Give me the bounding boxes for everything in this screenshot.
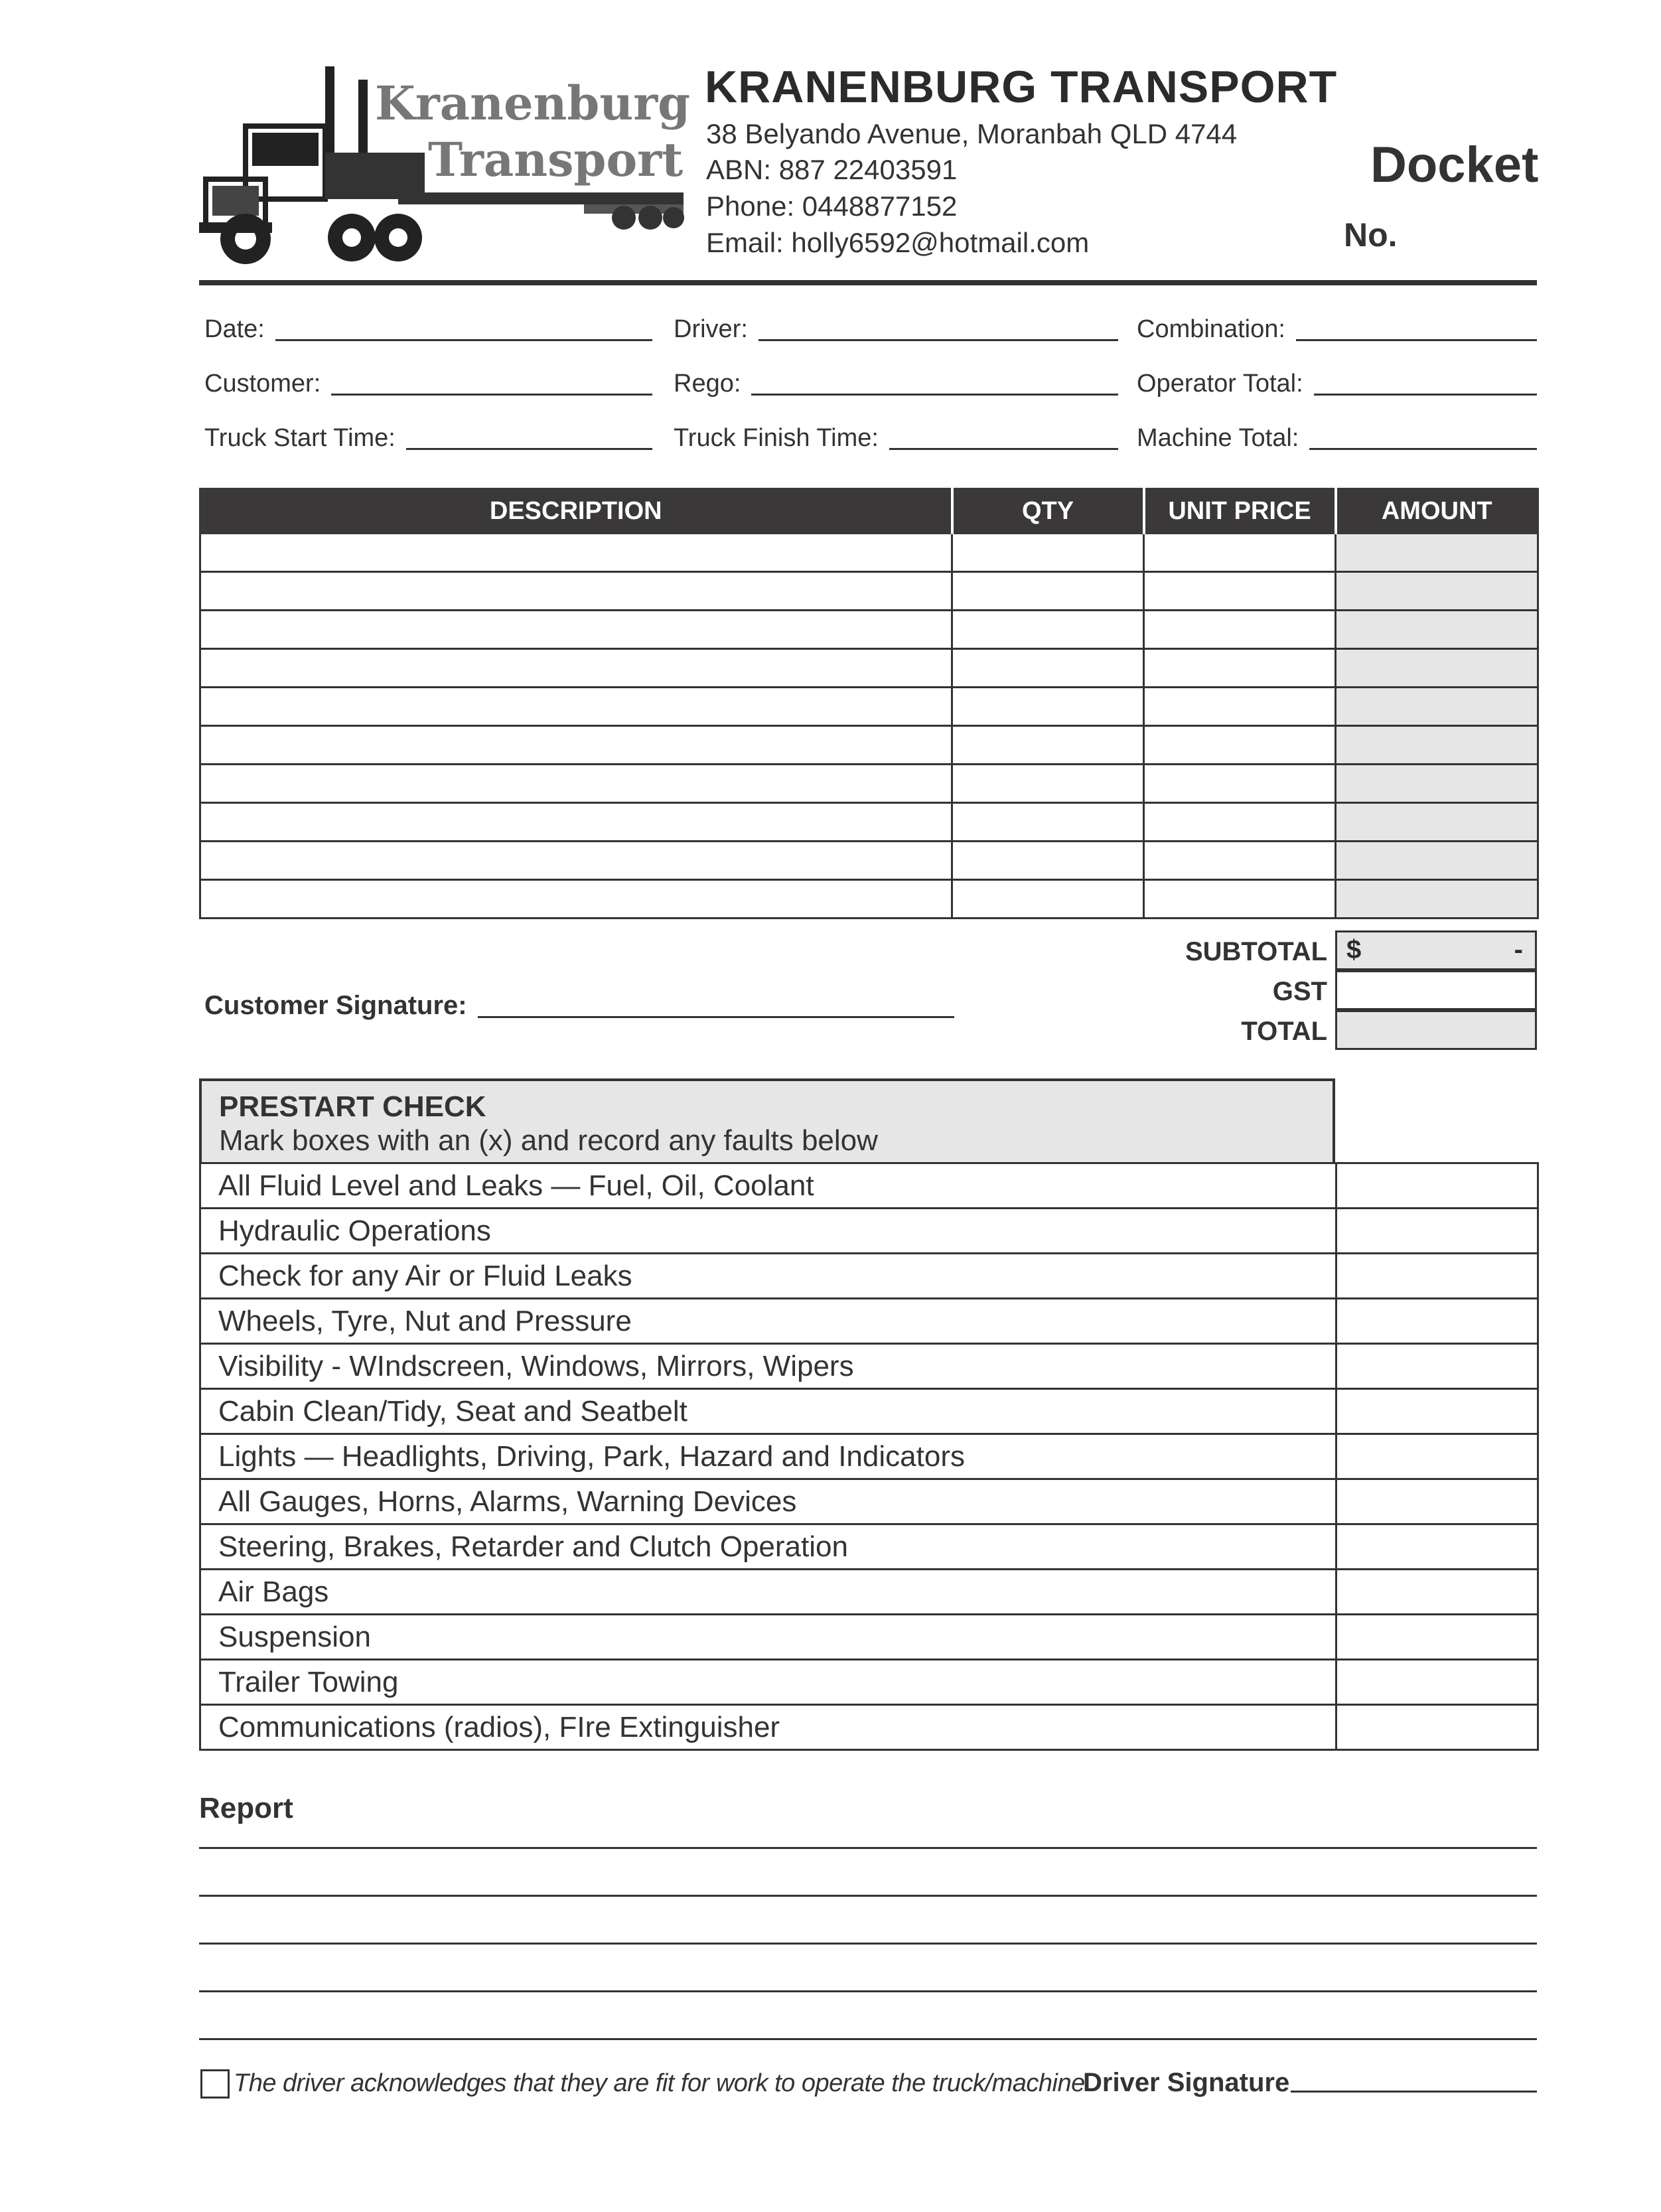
prestart-item-label: Trailer Towing xyxy=(200,1660,1336,1705)
machine-total-label: Machine Total: xyxy=(1137,424,1299,452)
cell-unit-price[interactable] xyxy=(1144,880,1336,919)
items-table xyxy=(199,488,1539,919)
prestart-row xyxy=(200,1163,1538,1209)
cell-amount[interactable] xyxy=(1336,611,1538,649)
customer-field[interactable] xyxy=(204,365,652,398)
cell-qty[interactable] xyxy=(952,842,1144,880)
cell-qty[interactable] xyxy=(952,572,1144,611)
machine-total-field[interactable] xyxy=(1137,419,1537,453)
report-line[interactable] xyxy=(199,1895,1537,1897)
cell-unit-price[interactable] xyxy=(1144,611,1336,649)
date-label: Date: xyxy=(204,315,265,343)
customer-label: Customer: xyxy=(204,370,321,398)
company-address: 38 Belyando Avenue, Moranbah QLD 4744 xyxy=(706,118,1238,149)
prestart-item-label: Lights — Headlights, Driving, Park, Hazard and Indicators xyxy=(200,1434,1336,1479)
rego-field[interactable] xyxy=(674,365,1118,398)
company-abn: ABN: 887 22403591 xyxy=(706,154,958,185)
prestart-title: PRESTART CHECK xyxy=(219,1090,486,1123)
prestart-check-box[interactable] xyxy=(1336,1389,1538,1434)
customer-signature-line[interactable] xyxy=(478,1016,954,1018)
table-row xyxy=(200,842,1538,880)
col-amount: AMOUNT xyxy=(1336,489,1538,534)
prestart-row xyxy=(200,1254,1538,1299)
truck-finish-field[interactable] xyxy=(674,419,1118,453)
report-line[interactable] xyxy=(199,1847,1537,1849)
cell-description[interactable] xyxy=(200,649,952,688)
cell-unit-price[interactable] xyxy=(1144,572,1336,611)
prestart-item-label: Air Bags xyxy=(200,1570,1336,1615)
col-description: DESCRIPTION xyxy=(200,489,952,534)
fit-for-work-text: The driver acknowledges that they are fit for work to operate the truck/machine. xyxy=(234,2069,1092,2097)
cell-qty[interactable] xyxy=(952,611,1144,649)
table-row xyxy=(200,765,1538,803)
cell-qty[interactable] xyxy=(952,534,1144,572)
prestart-subtitle: Mark boxes with an (x) and record any faults below xyxy=(219,1124,878,1157)
driver-input-line[interactable] xyxy=(758,339,1118,341)
prestart-check-box[interactable] xyxy=(1336,1434,1538,1479)
currency-symbol: $ xyxy=(1346,935,1362,964)
gst-label: GST xyxy=(1272,977,1327,1006)
cell-description[interactable] xyxy=(200,803,952,842)
cell-qty[interactable] xyxy=(952,726,1144,765)
cell-unit-price[interactable] xyxy=(1144,803,1336,842)
prestart-row xyxy=(200,1705,1538,1750)
cell-unit-price[interactable] xyxy=(1144,649,1336,688)
driver-signature-line[interactable] xyxy=(1291,2091,1537,2093)
total-label: TOTAL xyxy=(1241,1017,1327,1046)
driver-field[interactable] xyxy=(674,311,1118,344)
cell-description[interactable] xyxy=(200,880,952,919)
truck-start-field[interactable] xyxy=(204,419,652,453)
items-table-header xyxy=(200,489,1538,534)
fit-for-work-checkbox[interactable] xyxy=(200,2069,230,2099)
prestart-row xyxy=(200,1570,1538,1615)
prestart-row xyxy=(200,1615,1538,1660)
combination-field[interactable] xyxy=(1137,311,1537,344)
table-row xyxy=(200,534,1538,572)
total-box[interactable] xyxy=(1335,1010,1537,1050)
prestart-check-box[interactable] xyxy=(1336,1660,1538,1705)
cell-description[interactable] xyxy=(200,611,952,649)
report-line[interactable] xyxy=(199,2038,1537,2040)
prestart-check-box[interactable] xyxy=(1336,1209,1538,1254)
svg-text:Transport: Transport xyxy=(428,132,684,187)
cell-qty[interactable] xyxy=(952,880,1144,919)
cell-amount[interactable] xyxy=(1336,534,1538,572)
driver-label: Driver: xyxy=(674,315,748,343)
prestart-item-label: Visibility - WIndscreen, Windows, Mirrors, Wipers xyxy=(200,1344,1336,1389)
cell-description[interactable] xyxy=(200,688,952,726)
report-line[interactable] xyxy=(199,1943,1537,1945)
docket-title: Docket xyxy=(1370,137,1539,193)
cell-description[interactable] xyxy=(200,765,952,803)
prestart-check-box[interactable] xyxy=(1336,1344,1538,1389)
combination-label: Combination: xyxy=(1137,315,1285,343)
cell-amount[interactable] xyxy=(1336,688,1538,726)
driver-signature-label: Driver Signature xyxy=(1083,2068,1290,2097)
table-row xyxy=(200,649,1538,688)
cell-unit-price[interactable] xyxy=(1144,842,1336,880)
cell-description[interactable] xyxy=(200,572,952,611)
prestart-header xyxy=(199,1078,1335,1164)
prestart-row xyxy=(200,1524,1538,1570)
prestart-check-box[interactable] xyxy=(1336,1615,1538,1660)
prestart-item-label: Cabin Clean/Tidy, Seat and Seatbelt xyxy=(200,1389,1336,1434)
cell-qty[interactable] xyxy=(952,688,1144,726)
operator-total-field[interactable] xyxy=(1137,365,1537,398)
cell-qty[interactable] xyxy=(952,803,1144,842)
prestart-item-label: All Gauges, Horns, Alarms, Warning Devices xyxy=(200,1479,1336,1524)
prestart-item-label: All Fluid Level and Leaks — Fuel, Oil, Coolant xyxy=(200,1163,1336,1209)
prestart-check-box[interactable] xyxy=(1336,1570,1538,1615)
prestart-row xyxy=(200,1389,1538,1434)
prestart-item-label: Check for any Air or Fluid Leaks xyxy=(200,1254,1336,1299)
report-line[interactable] xyxy=(199,1990,1537,1992)
cell-description[interactable] xyxy=(200,842,952,880)
truck-finish-label: Truck Finish Time: xyxy=(674,424,879,452)
subtotal-value: - xyxy=(1514,935,1523,964)
customer-input-line[interactable] xyxy=(331,394,652,396)
customer-signature-label: Customer Signature: xyxy=(204,991,467,1020)
machine-total-input-line[interactable] xyxy=(1309,448,1537,450)
cell-unit-price[interactable] xyxy=(1144,688,1336,726)
prestart-check-box[interactable] xyxy=(1336,1254,1538,1299)
company-name: KRANENBURG TRANSPORT xyxy=(705,62,1338,112)
prestart-check-box[interactable] xyxy=(1336,1524,1538,1570)
prestart-item-label: Hydraulic Operations xyxy=(200,1209,1336,1254)
date-field[interactable] xyxy=(204,311,652,344)
table-row xyxy=(200,803,1538,842)
subtotal-label: SUBTOTAL xyxy=(1185,937,1327,966)
prestart-item-label: Steering, Brakes, Retarder and Clutch Operation xyxy=(200,1524,1336,1570)
prestart-check-box[interactable] xyxy=(1336,1705,1538,1750)
cell-unit-price[interactable] xyxy=(1144,765,1336,803)
cell-qty[interactable] xyxy=(952,765,1144,803)
operator-total-input-line[interactable] xyxy=(1314,394,1537,396)
table-row xyxy=(200,688,1538,726)
prestart-row xyxy=(200,1660,1538,1705)
cell-amount[interactable] xyxy=(1336,572,1538,611)
combination-input-line[interactable] xyxy=(1296,339,1537,341)
cell-description[interactable] xyxy=(200,726,952,765)
cell-amount[interactable] xyxy=(1336,842,1538,880)
company-phone: Phone: 0448877152 xyxy=(706,190,958,222)
svg-text:Kranenburg: Kranenburg xyxy=(375,76,691,131)
prestart-row xyxy=(200,1344,1538,1389)
prestart-row xyxy=(200,1434,1538,1479)
company-logo xyxy=(199,53,693,269)
cell-unit-price[interactable] xyxy=(1144,726,1336,765)
docket-number-label: No. xyxy=(1344,216,1398,254)
prestart-table xyxy=(199,1162,1539,1751)
truck-start-input-line[interactable] xyxy=(406,448,652,450)
prestart-item-label: Wheels, Tyre, Nut and Pressure xyxy=(200,1299,1336,1344)
gst-box[interactable] xyxy=(1335,970,1537,1010)
prestart-item-label: Suspension xyxy=(200,1615,1336,1660)
table-row xyxy=(200,611,1538,649)
subtotal-box[interactable] xyxy=(1335,930,1537,970)
table-row xyxy=(200,880,1538,919)
prestart-check-box[interactable] xyxy=(1336,1163,1538,1209)
col-unit-price: UNIT PRICE xyxy=(1144,489,1336,534)
prestart-row xyxy=(200,1209,1538,1254)
prestart-item-label: Communications (radios), FIre Extinguisher xyxy=(200,1705,1336,1750)
prestart-check-box[interactable] xyxy=(1336,1299,1538,1344)
truck-logo-icon xyxy=(199,53,693,269)
cell-amount[interactable] xyxy=(1336,765,1538,803)
table-row xyxy=(200,572,1538,611)
cell-amount[interactable] xyxy=(1336,726,1538,765)
cell-amount[interactable] xyxy=(1336,803,1538,842)
report-title: Report xyxy=(199,1792,293,1824)
prestart-row xyxy=(200,1299,1538,1344)
cell-unit-price[interactable] xyxy=(1144,534,1336,572)
cell-amount[interactable] xyxy=(1336,649,1538,688)
col-qty: QTY xyxy=(952,489,1144,534)
customer-signature-field[interactable] xyxy=(204,988,954,1021)
rego-label: Rego: xyxy=(674,370,741,398)
truck-start-label: Truck Start Time: xyxy=(204,424,396,452)
prestart-check-box[interactable] xyxy=(1336,1479,1538,1524)
truck-finish-input-line[interactable] xyxy=(889,448,1118,450)
operator-total-label: Operator Total: xyxy=(1137,370,1303,398)
prestart-row xyxy=(200,1479,1538,1524)
rego-input-line[interactable] xyxy=(751,394,1118,396)
company-email: Email: holly6592@hotmail.com xyxy=(706,227,1090,258)
cell-qty[interactable] xyxy=(952,649,1144,688)
cell-description[interactable] xyxy=(200,534,952,572)
cell-amount[interactable] xyxy=(1336,880,1538,919)
table-row xyxy=(200,726,1538,765)
date-input-line[interactable] xyxy=(275,339,652,341)
header-divider xyxy=(199,280,1537,285)
